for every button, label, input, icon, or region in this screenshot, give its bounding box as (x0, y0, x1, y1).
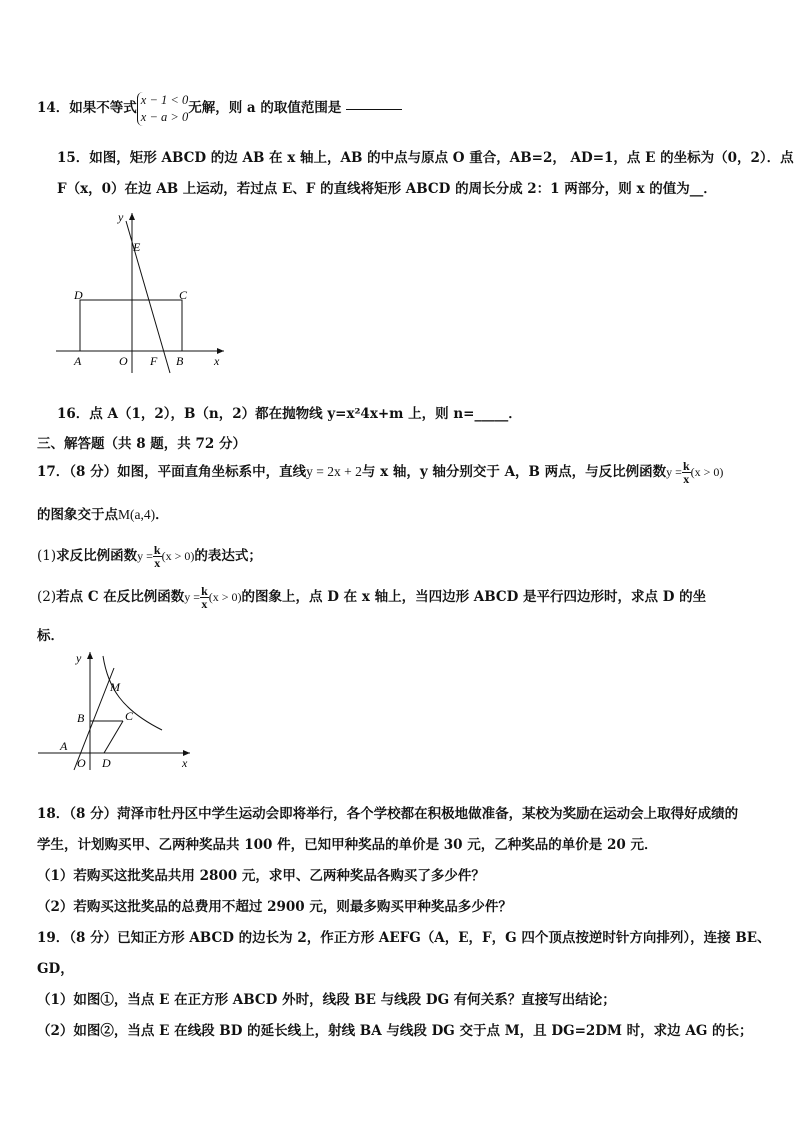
q19-part2: （2）如图②，当点 E 在线段 BD 的延长线上，射线 BA 与线段 DG 交于点 M，且 DG=2DM 时，求边 AG 的长； (37, 1023, 753, 1039)
q17-p2-frac-num: k (201, 584, 208, 598)
q15-label-a: A (74, 354, 82, 368)
q17-p2-fraction (200, 585, 209, 610)
q17-figure (32, 648, 197, 773)
q14-answer-blank (346, 108, 402, 110)
q17-fraction (682, 460, 691, 485)
q18-part1: （1）若购买这批奖品共用 2800 元，求甲、乙两种奖品各购买了多少件？ (37, 868, 485, 884)
q14-number: 14． (37, 100, 70, 116)
q17-p1-cond: (x > 0) (161, 549, 195, 563)
q14-ineq1: x − 1 < 0 (140, 92, 189, 107)
q17-frac-num: k (682, 459, 690, 473)
q14-inequality-system (137, 92, 188, 126)
q17-label-d: D (102, 756, 111, 770)
q14-suffix: 无解，则 a 的取值范围是 (188, 100, 342, 116)
q17-p1-a: 求反比例函数 (56, 548, 138, 564)
q17-label-o: O (77, 756, 86, 770)
q16: 16．点 A（1，2），B（n，2）都在抛物线 y=x²4x+m 上，则 n=_____． (57, 406, 522, 422)
q14 (37, 88, 402, 128)
q17-p1-frac-num: k (153, 543, 161, 557)
q15-label-f: F (150, 354, 158, 368)
q17-p2-label: (2) (37, 589, 57, 605)
q17-line1 (37, 452, 723, 492)
q17-p1-func-lhs: y = (137, 549, 153, 563)
q17-line2 (37, 503, 169, 523)
q17-label-m: M (110, 680, 120, 694)
q17-point-m: M(a,4) (118, 507, 156, 522)
q17-line2-a: 的图象交于点 (37, 507, 118, 523)
q17-line1-b: 与 x 轴，y 轴分别交于 A，B 两点，与反比例函数 (361, 464, 667, 480)
q17-line-expr: y = 2x + 2 (306, 464, 362, 479)
q15-label-y: y (118, 210, 124, 224)
q17-p2-cond: (x > 0) (208, 590, 242, 604)
q17-label-x: x (182, 756, 188, 770)
q19-line1: 19．（8 分）已知正方形 ABCD 的边长为 2，作正方形 AEFG（A，E，F，G 四个顶点按逆时针方向排列），连接 BE、 (37, 930, 771, 946)
q15-label-b: B (176, 354, 184, 368)
q15-line1: 15．如图，矩形 ABCD 的边 AB 在 x 轴上，AB 的中点与原点 O 重合，AB=2， AD=1，点 E 的坐标为（0，2）．点 (57, 150, 794, 166)
q19-line2: GD， (37, 961, 74, 977)
q17-label-c: C (125, 709, 134, 723)
q17-part2-cont: 标． (37, 628, 64, 644)
q18-line2: 学生，计划购买甲、乙两种奖品共 100 件，已知甲种奖品的单价是 30 元，乙种奖品的单价是 20 元． (37, 837, 658, 853)
q15-label-o: O (119, 354, 128, 368)
q17-label-y: y (76, 651, 82, 665)
q15-rectangle (80, 300, 182, 351)
q14-ineq2: x − a > 0 (140, 109, 189, 124)
q17-label-a: A (60, 739, 68, 753)
q17-p1-b: 的表达式； (194, 548, 262, 564)
q15-label-e: E (133, 240, 141, 254)
q17-part1 (37, 536, 262, 576)
q17-label-b: B (77, 711, 85, 725)
q19-part1: （1）如图①，当点 E 在正方形 ABCD 外时，线段 BE 与线段 DG 有何关系？直接写出结论； (37, 992, 616, 1008)
q15-label-c: C (179, 288, 188, 302)
q17-line1-a: 17．（8 分）如图，平面直角坐标系中，直线 (37, 464, 307, 480)
q17-p1-label: (1) (37, 548, 57, 564)
q17-p2-b: 的图象上，点 D 在 x 轴上，当四边形 ABCD 是平行四边形时，求点 D 的坐 (241, 589, 707, 605)
q17-y-arrow (87, 652, 93, 659)
q17-cond: (x > 0) (690, 465, 724, 479)
q17-p2-a: 若点 C 在反比例函数 (56, 589, 185, 605)
q18-part2: （2）若购买这批奖品的总费用不超过 2900 元，则最多购买甲种奖品多少件？ (37, 899, 512, 915)
q17-frac-den: x (683, 472, 690, 486)
q17-func-lhs: y = (666, 465, 682, 479)
q17-p2-func-lhs: y = (184, 590, 201, 604)
q17-part2 (37, 577, 706, 617)
q17-p2-frac-den: x (201, 597, 208, 611)
q14-prefix: 如果不等式 (69, 100, 137, 116)
q17-p1-fraction (153, 544, 162, 569)
q15-line2: F（x，0）在边 AB 上运动，若过点 E、F 的直线将矩形 ABCD 的周长分成 2：1 两部分，则 x 的值为__． (57, 181, 717, 197)
q15-figure (52, 205, 232, 377)
q17-line2-b: ． (155, 507, 169, 523)
q17-segment-cd (104, 721, 123, 753)
q17-p1-frac-den: x (154, 556, 161, 570)
q15-y-arrow (129, 213, 135, 220)
q18-line1: 18．（8 分）菏泽市牡丹区中学生运动会即将举行，各个学校都在积极地做准备，某校为奖励在运动会上取得好成绩的 (37, 806, 739, 822)
q15-label-d: D (74, 288, 83, 302)
q15-label-x: x (214, 354, 220, 368)
section3-title: 三、解答题（共 8 题，共 72 分） (37, 436, 246, 452)
